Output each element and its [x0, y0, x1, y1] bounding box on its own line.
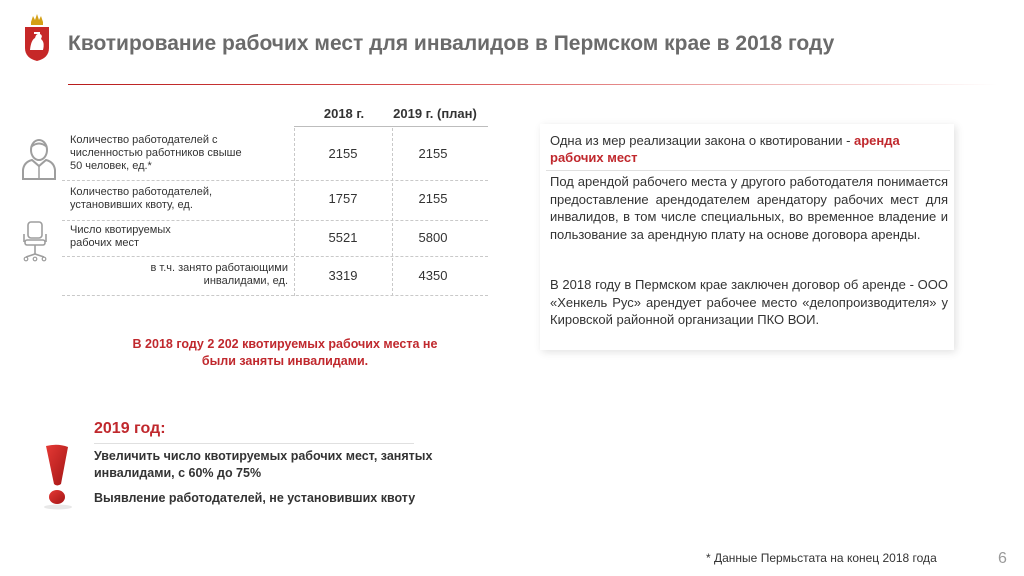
region-coat-of-arms-icon	[22, 12, 52, 62]
column-header-2019: 2019 г. (план)	[393, 106, 477, 121]
rental-definition-paragraph: Под арендой рабочего места у другого работодателя понимается предоставление арендодателем арендатору рабочих мест для инвалидов, в том числе специальных, во временное владение и пользование за арендную плату на основе договора аренды.	[550, 174, 948, 242]
table-cell-value: 5800	[418, 230, 448, 245]
table-cell-value: 2155	[418, 146, 448, 161]
info-box-heading	[550, 132, 950, 166]
row-divider	[62, 295, 488, 296]
table-cell-value: 1757	[328, 191, 358, 206]
table-row-label: Число квотируемых рабочих мест	[70, 224, 171, 249]
info-box-lead: Одна из мер реализации закона о квотировании -	[550, 133, 855, 148]
plan-divider	[94, 443, 414, 444]
column-header-2018: 2018 г.	[323, 106, 365, 121]
plan-goal-increase: Увеличить число квотируемых рабочих мест, занятых инвалидами, с 60% до 75%	[94, 449, 433, 480]
quota-table	[62, 100, 488, 300]
info-box-divider	[546, 170, 950, 171]
table-cell-value: 4350	[418, 268, 448, 283]
page-title: Квотирование рабочих мест для инвалидов в Пермском крае в 2018 году	[68, 32, 835, 55]
table-row-label: Количество работодателей с численностью работников свыше 50 человек, ед.*	[70, 134, 242, 172]
plan-year-title: 2019 год:	[94, 420, 166, 437]
row-divider	[62, 180, 488, 181]
table-cell-value: 3319	[328, 268, 358, 283]
column-divider	[294, 128, 295, 296]
plan-goal-identify: Выявление работодателей, не установивших квоту	[94, 491, 416, 505]
row-divider	[62, 256, 488, 257]
title-divider	[68, 84, 998, 85]
table-row-label: Количество работодателей, установивших квоту, ед.	[70, 186, 213, 211]
table-cell-value: 2155	[418, 191, 448, 206]
rental-example-paragraph: В 2018 году в Пермском крае заключен договор об аренде - ООО «Хенкель Рус» арендует рабочее место «делопроизводителя» у Кировской районной организации ПКО ВОИ.	[550, 277, 948, 327]
table-cell-value: 5521	[328, 230, 358, 245]
info-box-accent: аренда рабочих мест	[550, 133, 900, 165]
rental-info-box	[540, 124, 954, 350]
table-cell-value: 2155	[328, 146, 358, 161]
office-chair-icon	[20, 220, 50, 262]
row-divider	[62, 220, 488, 221]
header-divider	[294, 126, 488, 127]
person-icon	[20, 138, 58, 180]
footnote: * Данные Пермьстата на конец 2018 года	[706, 551, 937, 565]
exclamation-icon	[38, 444, 78, 510]
unfilled-quota-note: В 2018 году 2 202 квотируемых рабочих места не были заняты инвалидами.	[132, 337, 438, 368]
table-row-label: в т.ч. занято работающими инвалидами, ед.	[150, 262, 288, 287]
page-number: 6	[998, 550, 1007, 567]
